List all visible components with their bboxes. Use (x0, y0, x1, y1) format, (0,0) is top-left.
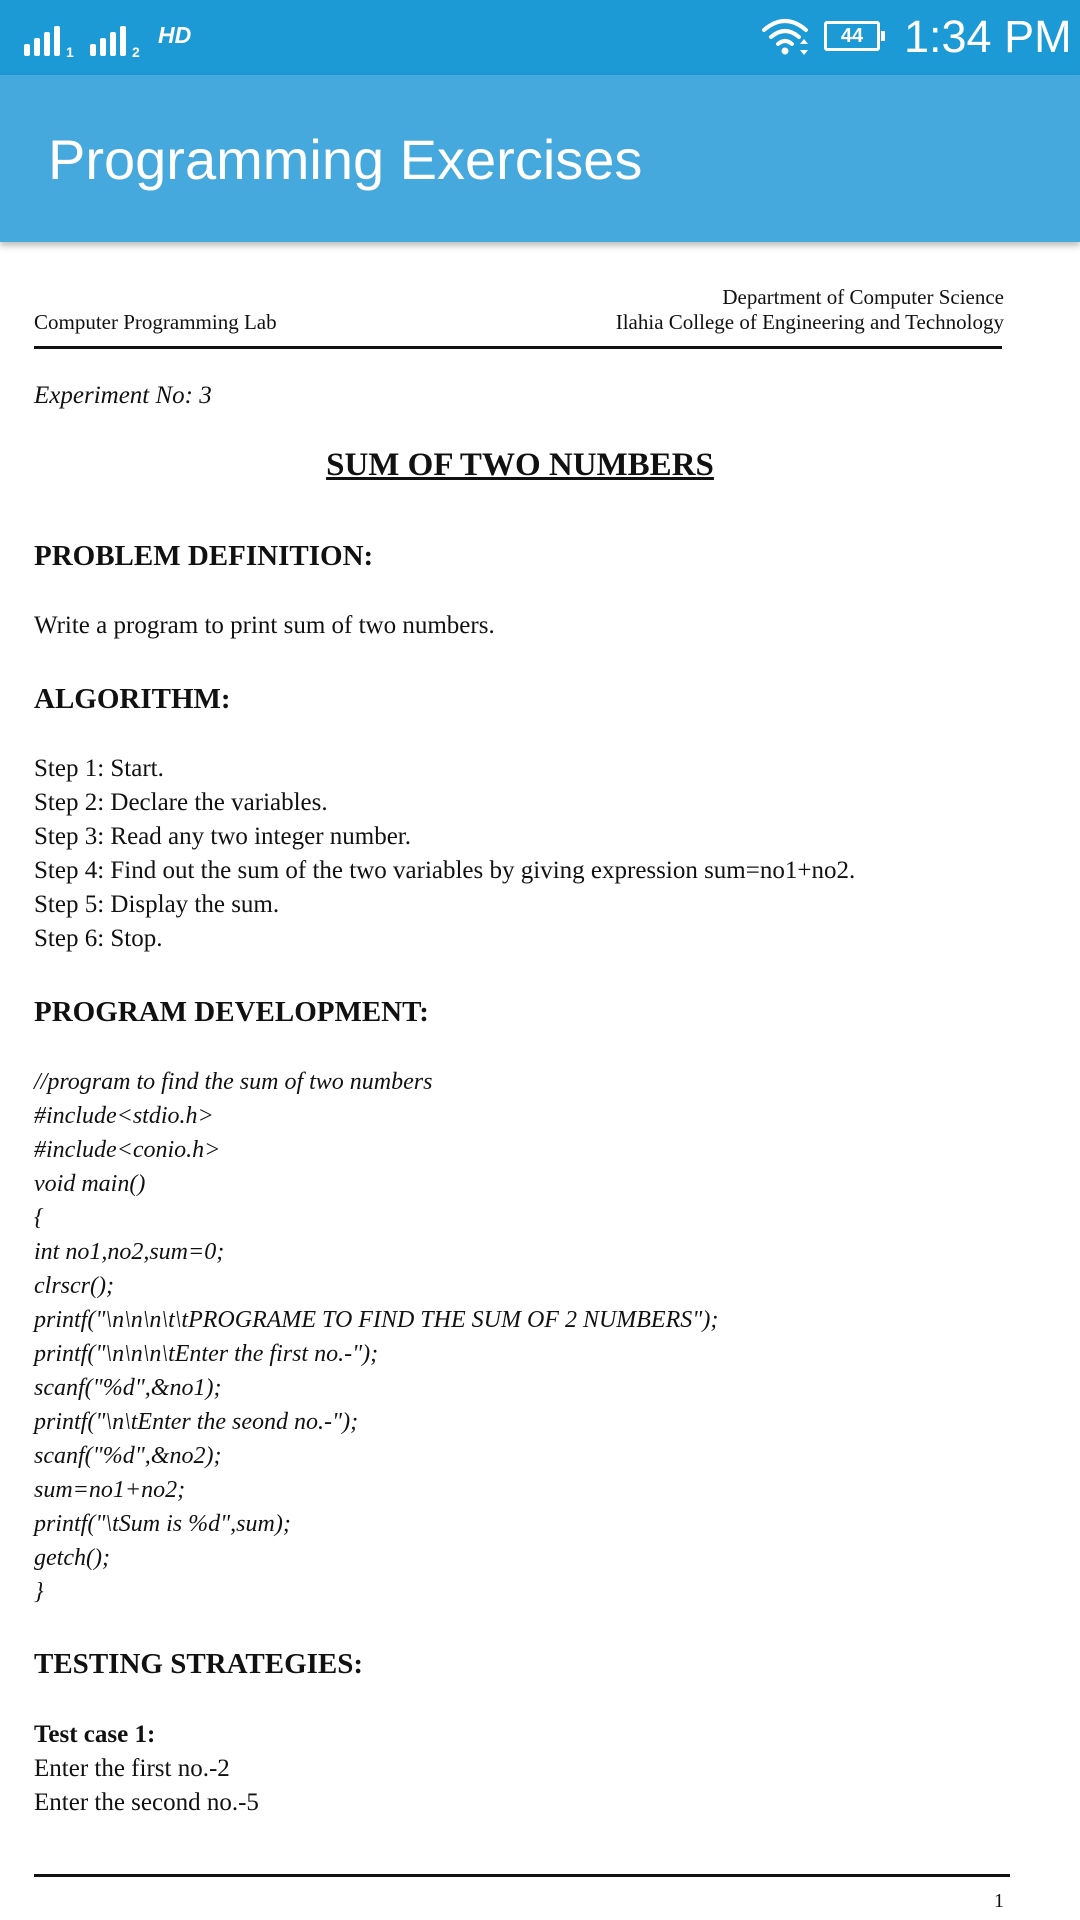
signal-sim1-icon (24, 22, 74, 60)
battery-level: 44 (840, 25, 864, 47)
code-line: printf("\n\tEnter the seond no.-"); (34, 1409, 359, 1435)
algorithm-step: Step 3: Read any two integer number. (34, 823, 412, 850)
code-line: scanf("%d",&no2); (34, 1443, 222, 1469)
code-line: clrscr(); (34, 1273, 114, 1299)
algorithm-step: Step 5: Display the sum. (34, 891, 280, 918)
footer-divider (34, 1874, 1010, 1877)
test-line: Enter the first no.-2 (34, 1755, 230, 1782)
code-line: scanf("%d",&no1); (34, 1375, 222, 1401)
network-type-label: HD (158, 22, 192, 48)
experiment-number: Experiment No: 3 (34, 382, 212, 409)
code-line: #include<conio.h> (34, 1137, 221, 1163)
program-heading: PROGRAM DEVELOPMENT: (34, 996, 429, 1028)
testing-heading: TESTING STRATEGIES: (34, 1648, 364, 1680)
battery-icon (824, 21, 880, 51)
algorithm-heading: ALGORITHM: (34, 683, 231, 715)
test-line: Enter the second no.-5 (34, 1789, 259, 1816)
code-line: { (34, 1205, 44, 1231)
status-bar (0, 0, 1080, 75)
app-title: Programming Exercises (48, 128, 643, 191)
sim2-label: 2 (132, 44, 140, 60)
app-bar (0, 75, 1080, 242)
header-college: Ilahia College of Engineering and Technology (615, 310, 1004, 334)
problem-heading: PROBLEM DEFINITION: (34, 540, 374, 572)
header-department: Department of Computer Science (722, 285, 1004, 309)
code-line: getch(); (34, 1545, 110, 1571)
test-case (34, 1718, 259, 1820)
code-line: int no1,no2,sum=0; (34, 1239, 225, 1265)
algorithm-steps (34, 752, 855, 956)
sim1-label: 1 (66, 44, 74, 60)
code-line: #include<stdio.h> (34, 1103, 214, 1129)
problem-text: Write a program to print sum of two numbers. (34, 612, 495, 639)
code-line: void main() (34, 1171, 146, 1197)
algorithm-step: Step 6: Stop. (34, 925, 163, 952)
document-page[interactable] (0, 242, 1080, 1920)
code-line: sum=no1+no2; (34, 1477, 186, 1503)
code-line: } (34, 1579, 44, 1605)
code-line: printf("\n\n\n\t\tPROGRAME TO FIND THE SUM OF 2 NUMBERS"); (34, 1307, 719, 1333)
header-divider (34, 346, 1002, 349)
signal-sim2-icon (90, 22, 140, 60)
algorithm-step: Step 1: Start. (34, 755, 164, 782)
test-case-label: Test case 1: (34, 1721, 156, 1748)
page-number: 1 (994, 1890, 1004, 1912)
algorithm-step: Step 2: Declare the variables. (34, 789, 328, 816)
document-title: SUM OF TWO NUMBERS (326, 447, 714, 483)
code-line: printf("\tSum is %d",sum); (34, 1511, 291, 1537)
algorithm-step: Step 4: Find out the sum of the two variables by giving expression sum=no1+no2. (34, 857, 856, 884)
code-line: //program to find the sum of two numbers (34, 1069, 433, 1095)
code-line: printf("\n\n\n\tEnter the first no.-"); (34, 1341, 379, 1367)
code-listing (34, 1065, 718, 1609)
wifi-icon (760, 14, 810, 60)
header-lab-name: Computer Programming Lab (34, 310, 277, 334)
clock: 1:34 PM (904, 11, 1072, 62)
